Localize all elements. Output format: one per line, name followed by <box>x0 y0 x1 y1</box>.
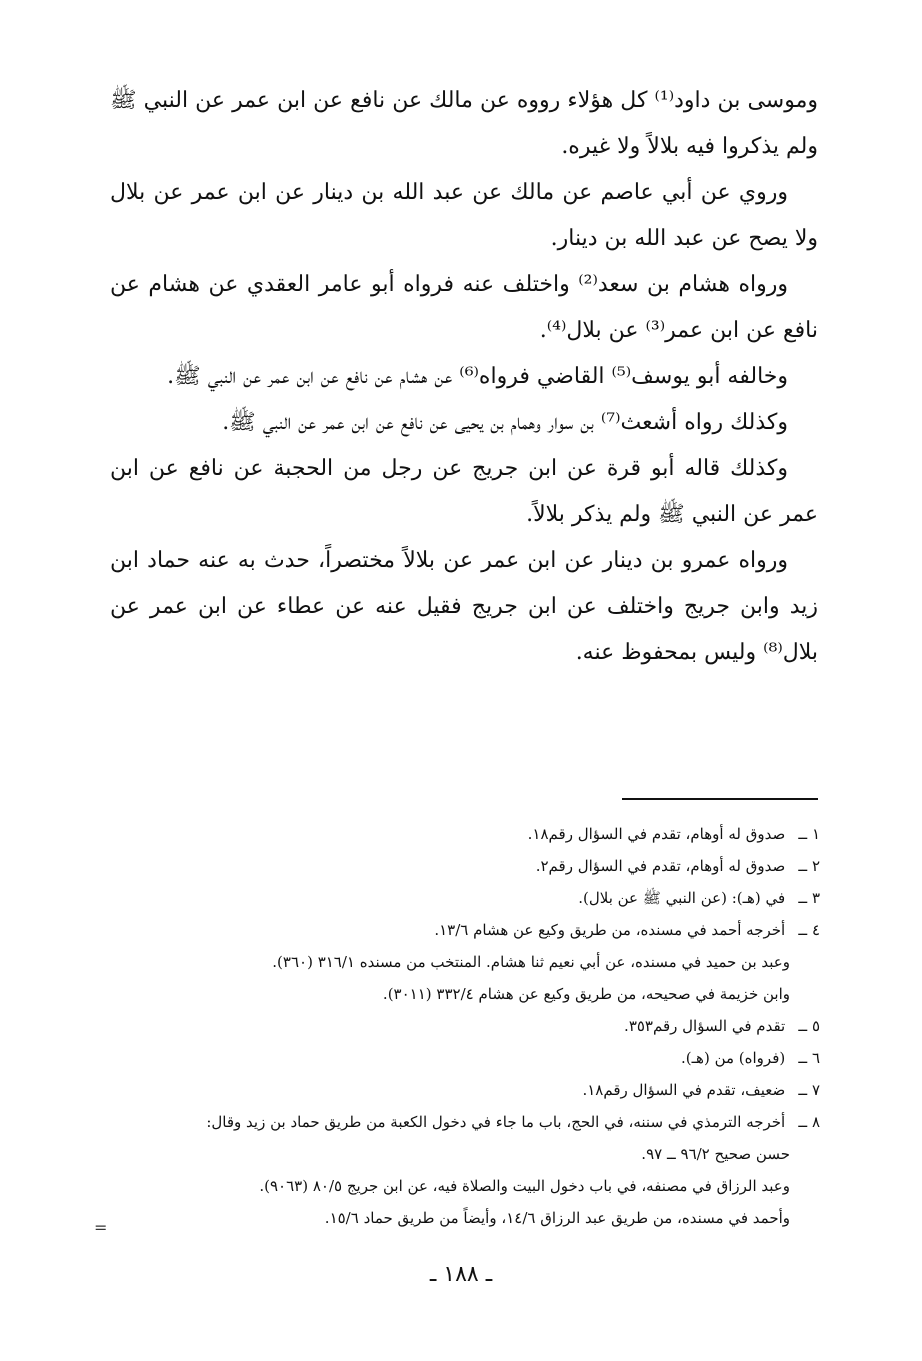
footnote-text: أخرجه أحمد في مسنده، من طريق وكيع عن هشام ١٣/٦. <box>434 921 786 939</box>
footnote-continuation: وعبد بن حميد في مسنده، عن أبي نعيم ثنا هشام. المنتخب من مسنده ٣١٦/١ (٣٦٠). <box>272 953 790 971</box>
footnote <box>110 882 820 914</box>
footnote <box>110 914 820 946</box>
footnote-number: ٤ ــ <box>798 921 820 939</box>
footnote-number: ١ ــ <box>798 825 820 843</box>
margin-mark: = <box>94 1218 108 1237</box>
paragraph: وخالفه أبو يوسف⁽⁵⁾ القاضي فرواه⁽⁶⁾ عن هشام عن نافع عن ابن عمر عن النبي ﷺ. <box>167 364 788 389</box>
footnote-text: في (هـ): (عن النبي ﷺ عن بلال). <box>578 889 786 907</box>
footnote-number: ٥ ــ <box>798 1017 820 1035</box>
footnote-divider <box>622 798 818 800</box>
paragraph: وكذلك رواه أشعث⁽⁷⁾ بن سوار وهمام بن يحيى عن نافع عن ابن عمر عن النبي ﷺ. <box>222 410 788 435</box>
footnote <box>110 850 820 882</box>
footnote-text: صدوق له أوهام، تقدم في السؤال رقم٢. <box>535 857 786 875</box>
footnote-number: ٢ ــ <box>798 857 820 875</box>
footnote-number: ٨ ــ <box>798 1113 820 1131</box>
paragraph: وكذلك قاله أبو قرة عن ابن جريج عن رجل من الحجبة عن نافع عن ابن عمر عن النبي ﷺ ولم يذكر بلالاً. <box>110 456 818 527</box>
paragraph: وموسى بن داود⁽¹⁾ كل هؤلاء رووه عن مالك عن نافع عن ابن عمر عن النبي ﷺ ولم يذكروا فيه بلالاً ولا غيره. <box>110 88 818 159</box>
footnotes <box>110 818 820 1234</box>
footnote-continuation: وعبد الرزاق في مصنفه، في باب دخول البيت والصلاة فيه، عن ابن جريج ٨٠/٥ (٩٠٦٣). <box>259 1177 790 1195</box>
paragraph: ورواه هشام بن سعد⁽²⁾ واختلف عنه فرواه أبو عامر العقدي عن هشام عن نافع عن ابن عمر⁽³⁾ عن بلال⁽⁴⁾. <box>110 272 818 343</box>
page-number: ـ ١٨٨ ـ <box>429 1262 493 1287</box>
footnote <box>110 1106 820 1138</box>
footnote <box>110 1010 820 1042</box>
footnote-number: ٧ ــ <box>798 1081 820 1099</box>
footnote-continuation: وابن خزيمة في صحيحه، من طريق وكيع عن هشام ٣٣٢/٤ (٣٠١١). <box>382 985 790 1003</box>
footnote-text: (فرواه) من (هـ). <box>681 1049 786 1067</box>
footnote-number: ٦ ــ <box>798 1049 820 1067</box>
footnote-continuation: وأحمد في مسنده، من طريق عبد الرزاق ١٤/٦، وأيضاً من طريق حماد ١٥/٦. <box>324 1209 790 1227</box>
footnote-continuation: حسن صحيح ٩٦/٢ ــ ٩٧. <box>641 1145 790 1163</box>
footnote <box>110 818 820 850</box>
paragraph: وروي عن أبي عاصم عن مالك عن عبد الله بن دينار عن ابن عمر عن بلال ولا يصح عن عبد الله بن دينار. <box>110 180 818 251</box>
footnote-number: ٣ ــ <box>798 889 820 907</box>
footnote-text: ضعيف، تقدم في السؤال رقم١٨. <box>582 1081 786 1099</box>
footnote-text: صدوق له أوهام، تقدم في السؤال رقم١٨. <box>527 825 786 843</box>
footnote <box>110 1042 820 1074</box>
footnote <box>110 1074 820 1106</box>
paragraph: ورواه عمرو بن دينار عن ابن عمر عن بلالاً مختصراً، حدث به عنه حماد ابن زيد وابن جريج واختلف عن ابن جريج فقيل عنه عن عطاء عن ابن عمر عن بلال⁽⁸⁾ وليس بمحفوظ عنه. <box>110 548 818 665</box>
footnote-text: أخرجه الترمذي في سننه، في الحج، باب ما جاء في دخول الكعبة من طريق حماد بن زيد وقال: <box>206 1113 786 1131</box>
footnote-text: تقدم في السؤال رقم٣٥٣. <box>624 1017 786 1035</box>
body-text <box>110 78 818 676</box>
